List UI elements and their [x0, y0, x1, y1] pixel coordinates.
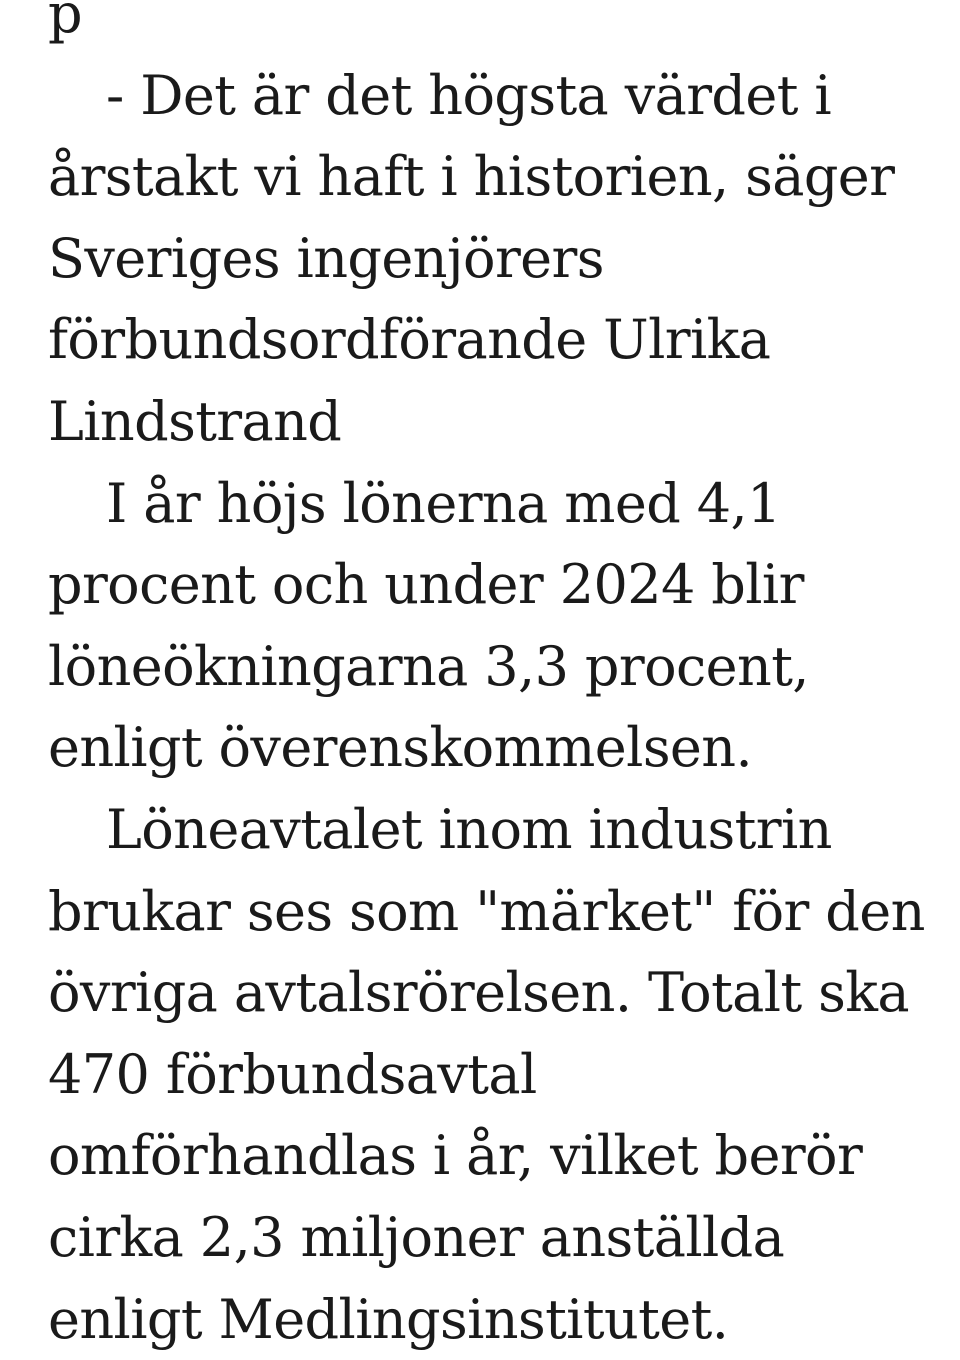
- paragraph-wage-increase: [48, 463, 928, 789]
- paragraph-line: enligt Medlingsinstitutet.: [48, 1279, 928, 1360]
- paragraph-industry-agreement: [48, 789, 928, 1360]
- paragraph-line: cirka 2,3 miljoner anställda: [48, 1197, 928, 1279]
- paragraph-line: I år höjs lönerna med 4,1: [48, 463, 928, 545]
- paragraph-line: Lindstrand: [48, 381, 928, 463]
- paragraph-line: löneökningarna 3,3 procent,: [48, 626, 928, 708]
- paragraph-quote: [48, 55, 928, 463]
- paragraph-line: enligt överenskommelsen.: [48, 707, 928, 789]
- paragraph-line: omförhandlas i år, vilket berör: [48, 1115, 928, 1197]
- paragraph-line: övriga avtalsrörelsen. Totalt ska: [48, 952, 928, 1034]
- paragraph-line: förbundsordförande Ulrika: [48, 299, 928, 381]
- paragraph-line: Löneavtalet inom industrin: [48, 789, 928, 871]
- article-body: [48, 0, 928, 1360]
- clipped-previous-line: p: [48, 0, 928, 55]
- paragraph-line: procent och under 2024 blir: [48, 544, 928, 626]
- paragraph-line: Sveriges ingenjörers: [48, 218, 928, 300]
- paragraph-line: - Det är det högsta värdet i: [48, 55, 928, 137]
- paragraph-line: 470 förbundsavtal: [48, 1034, 928, 1116]
- paragraph-line: brukar ses som "märket" för den: [48, 871, 928, 953]
- paragraph-line: årstakt vi haft i historien, säger: [48, 136, 928, 218]
